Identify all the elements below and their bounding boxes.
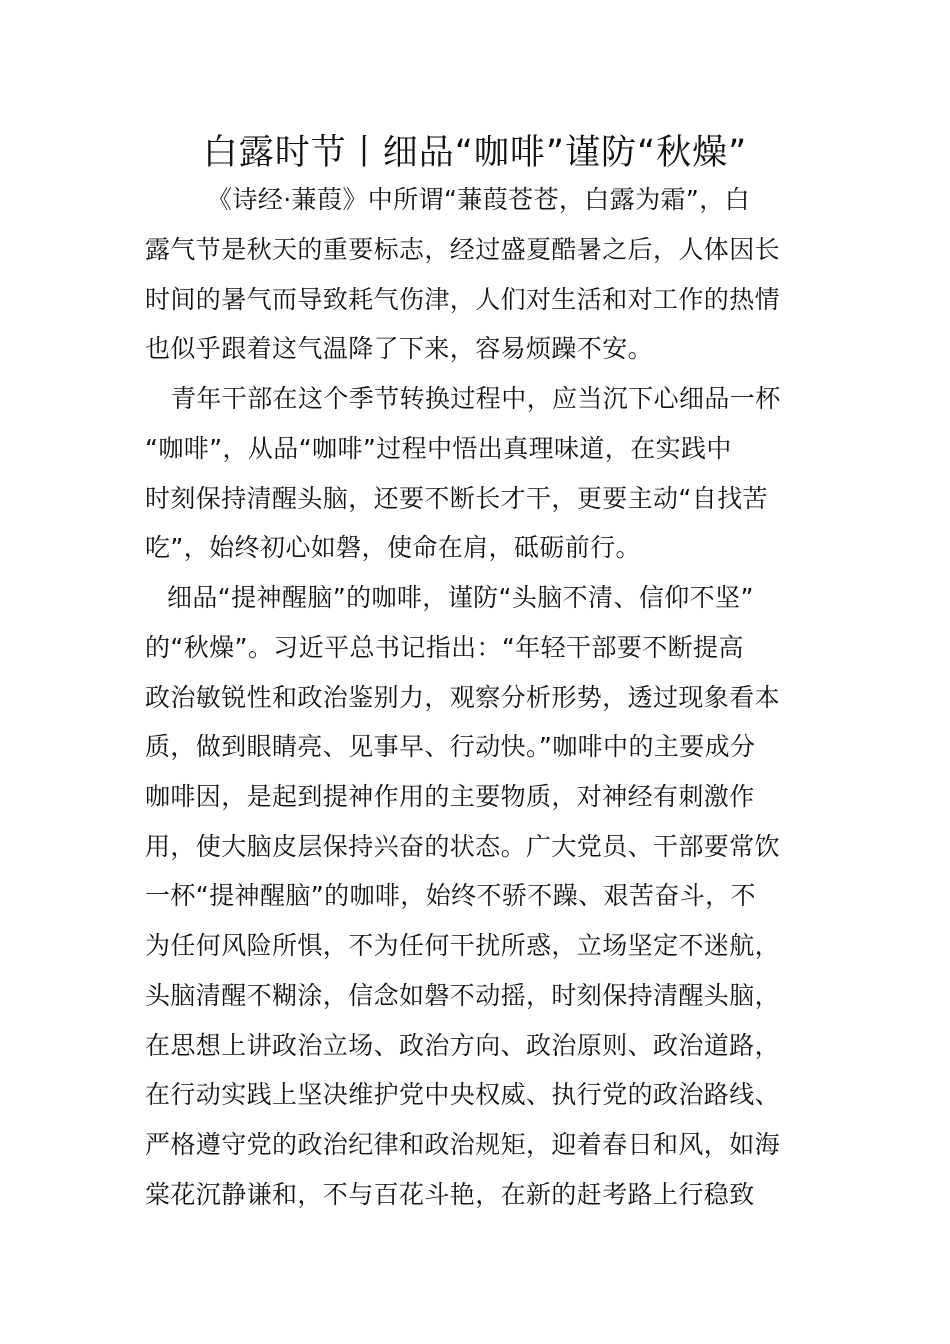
body-line-19: 在行动实践上坚决维护党中央权威、执行党的政治路线、 [145, 1080, 781, 1109]
body-line-7: 时刻保持清醒头脑，还要不断长才干，更要主动“自找苦 [145, 484, 768, 513]
body-line-2: 露气节是秋天的重要标志，经过盛夏酷暑之后，人体因长 [145, 235, 781, 264]
body-line-12: 质，做到眼睛亮、见事早、行动快。”咖啡中的主要成分 [145, 732, 756, 761]
body-line-6: “咖啡”，从品“咖啡”过程中悟出真理味道，在实践中 [145, 434, 732, 463]
body-line-15: 一杯“提神醒脑”的咖啡，始终不骄不躁、艰苦奋斗，不 [145, 881, 756, 910]
body-line-20: 严格遵守党的政治纪律和政治规矩，迎着春日和风，如海 [145, 1130, 781, 1159]
body-line-8: 吃”，始终初心如磐，使命在肩，砥砺前行。 [145, 533, 641, 562]
body-line-1: 《诗经·蒹葭》中所谓“蒹葭苍苍，白露为霜”，白 [207, 185, 751, 214]
document-title: 白露时节丨细品“咖啡”谨防“秋燥” [202, 133, 748, 173]
body-line-3: 时间的暑气而导致耗气伤津，人们对生活和对工作的热情 [145, 285, 781, 314]
body-line-11: 政治敏锐性和政治鉴别力，观察分析形势，透过现象看本 [145, 683, 781, 712]
body-line-16: 为任何风险所惧，不为任何干扰所惑，立场坚定不迷航， [145, 931, 781, 960]
body-line-9: 细品“提神醒脑”的咖啡，谨防“头脑不清、信仰不坚” [167, 583, 754, 612]
body-line-17: 头脑清醒不糊涂，信念如磐不动摇，时刻保持清醒头脑， [145, 981, 781, 1010]
body-line-4: 也似乎跟着这气温降了下来，容易烦躁不安。 [145, 334, 654, 363]
body-line-5: 青年干部在这个季节转换过程中，应当沉下心细品一杯 [171, 384, 781, 413]
body-line-13: 咖啡因，是起到提神作用的主要物质，对神经有刺激作 [145, 782, 755, 811]
body-line-21: 棠花沉静谦和，不与百花斗艳，在新的赶考路上行稳致 [145, 1180, 755, 1209]
body-line-14: 用，使大脑皮层保持兴奋的状态。广大党员、干部要常饮 [145, 832, 781, 861]
body-line-18: 在思想上讲政治立场、政治方向、政治原则、政治道路， [145, 1031, 781, 1060]
body-line-10: 的“秋燥”。习近平总书记指出：“年轻干部要不断提高 [145, 633, 744, 662]
